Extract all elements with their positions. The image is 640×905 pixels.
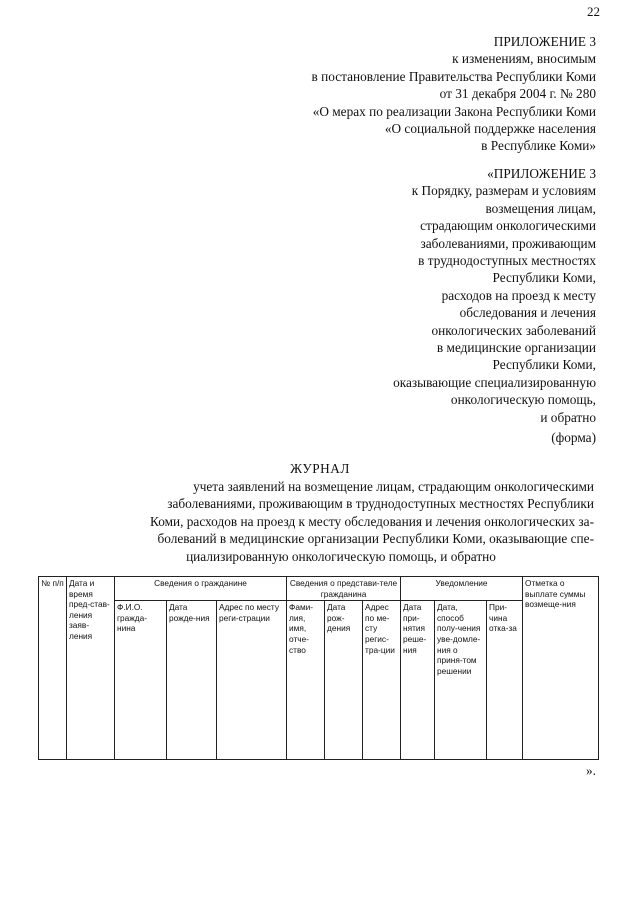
inner-appendix-line: онкологических заболеваний: [431, 322, 596, 338]
header-citizen-fio: Ф.И.О. гражда-нина: [115, 601, 167, 760]
inner-appendix-line: в труднодоступных местностях: [418, 253, 596, 269]
closing-quote: ».: [586, 763, 596, 778]
inner-appendix-line: обследования и лечения: [459, 305, 596, 321]
journal-description-line: заболеваниями, проживающим в труднодоступных местностях Республики: [167, 496, 594, 512]
page-number: 22: [587, 4, 600, 19]
journal-description: [88, 478, 594, 565]
header-citizen-address: Адрес по месту реги-страции: [217, 601, 287, 760]
header-date-time: Дата и время пред-став-ления заяв-ления: [67, 577, 115, 760]
inner-appendix-line: расходов на проезд к месту: [441, 287, 596, 303]
appendix-line: ПРИЛОЖЕНИЕ 3: [493, 34, 596, 49]
appendix-line: в постановление Правительства Республики Коми: [311, 68, 596, 84]
header-group-representative: Сведения о представи-теле гражданина: [287, 577, 401, 601]
header-payment-mark: Отметка о выплате суммы возмеще-ния: [523, 577, 599, 760]
inner-appendix-line: возмещения лицам,: [485, 200, 596, 216]
inner-appendix-line: Республики Коми,: [492, 357, 596, 373]
inner-appendix-line: оказывающие специализированную: [393, 374, 596, 390]
journal-description-line: учета заявлений на возмещение лицам, страдающим онкологическими: [193, 479, 594, 494]
journal-description-line: Коми, расходов на проезд к месту обследования и лечения онкологических за-: [149, 513, 594, 529]
header-rep-name: Фами-лия, имя, отче-ство: [287, 601, 325, 760]
inner-appendix-line: «ПРИЛОЖЕНИЕ 3: [487, 166, 596, 181]
header-citizen-birth: Дата рожде-ния: [167, 601, 217, 760]
appendix-line: от 31 декабря 2004 г. № 280: [439, 86, 596, 102]
form-label: (форма): [551, 430, 596, 445]
header-notice-refusal: При-чина отка-за: [487, 601, 523, 760]
journal-description-line: болеваний в медицинские организации Республики Коми, оказывающие спе-: [157, 531, 594, 547]
header-notice-method: Дата, способ полу-чения уве-домле-ния о приня-том решении: [435, 601, 487, 760]
header-group-citizen: Сведения о гражданине: [115, 577, 287, 601]
inner-appendix-line: страдающим онкологическими: [420, 218, 596, 234]
journal-description-line: циализированную онкологическую помощь, и обратно: [186, 548, 496, 564]
inner-appendix-line: и обратно: [540, 409, 596, 425]
inner-appendix-header: [393, 165, 596, 426]
appendix-line: «О социальной поддержке населения: [384, 121, 596, 137]
table-subheader-row: [39, 601, 599, 760]
appendix-line: к изменениям, вносимым: [452, 51, 596, 67]
inner-appendix-line: заболеваниями, проживающим: [420, 235, 596, 251]
header-group-notice: Уведомление: [401, 577, 523, 601]
header-rep-birth: Дата рож-дения: [325, 601, 363, 760]
appendix-header: [312, 33, 597, 155]
header-rep-address: Адрес по ме-сту регис-тра-ции: [363, 601, 401, 760]
appendix-line: «О мерах по реализации Закона Республики Коми: [312, 103, 596, 119]
header-no: № п/п: [39, 577, 67, 760]
appendix-line: в Республике Коми»: [481, 138, 596, 154]
table-header-row: [39, 577, 599, 601]
inner-appendix-line: к Порядку, размерам и условиям: [411, 183, 596, 199]
inner-appendix-line: Республики Коми,: [492, 270, 596, 286]
inner-appendix-line: онкологическую помощь,: [450, 392, 596, 408]
inner-appendix-line: в медицинские организации: [436, 340, 596, 356]
journal-table: [38, 576, 599, 760]
journal-title: ЖУРНАЛ: [290, 461, 350, 476]
header-notice-decision-date: Дата при-нятия реше-ния: [401, 601, 435, 760]
